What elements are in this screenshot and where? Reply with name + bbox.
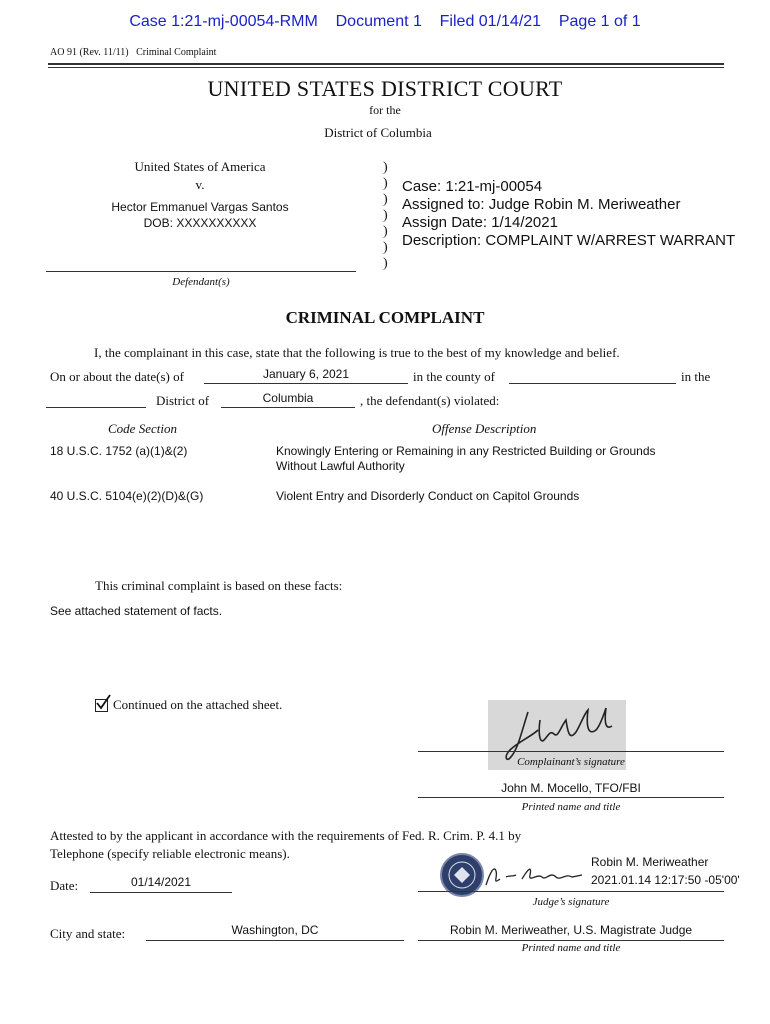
attestation-date-field[interactable]: 01/14/2021 — [90, 875, 232, 893]
district-prefix-field[interactable] — [46, 391, 146, 408]
paren: ) — [383, 208, 388, 223]
offense-code: 40 U.S.C. 5104(e)(2)(D)&(G) — [50, 489, 204, 503]
attestation-line2: Telephone (specify reliable electronic means). — [50, 846, 290, 861]
stamp-case: Case: 1:21-mj-00054 — [402, 178, 543, 195]
date-label: Date: — [50, 878, 79, 893]
code-header: Code Section — [108, 421, 177, 436]
complaint-intro: I, the complainant in this case, state that the following is true to the best of my knowledge and belief. — [94, 345, 620, 360]
paren: ) — [383, 240, 388, 255]
offense-description: Violent Entry and Disorderly Conduct on Capitol Grounds — [276, 489, 580, 503]
judge-printed-name: Robin M. Meriweather, U.S. Magistrate Judge — [449, 923, 693, 937]
judge-printed-label: Printed name and title — [521, 942, 621, 954]
county-field[interactable] — [509, 367, 676, 384]
judge-digital-timestamp: 2021.01.14 12:17:50 -05'00' — [591, 873, 740, 887]
paren: ) — [383, 256, 388, 271]
judge-name-line — [418, 940, 724, 941]
complainant-sig-label: Complainant’s signature — [517, 756, 625, 768]
stamp-assigned: Assigned to: Judge Robin M. Meriweather — [402, 196, 681, 213]
complainant-name-line — [418, 797, 724, 798]
complaint-heading: CRIMINAL COMPLAINT — [285, 308, 485, 327]
paren: ) — [383, 160, 388, 175]
page-header — [0, 13, 770, 31]
header-filed: Filed 01/14/21 — [439, 13, 542, 30]
offense-code: 18 U.S.C. 1752 (a)(1)&(2) — [50, 444, 188, 458]
defendant-name: Hector Emmanuel Vargas Santos — [111, 200, 289, 214]
date-prefix: On or about the date(s) of — [50, 369, 184, 384]
header-page: Page 1 of 1 — [558, 13, 641, 30]
continued-label: Continued on the attached sheet. — [113, 697, 283, 712]
date-field[interactable]: January 6, 2021 — [204, 367, 408, 384]
complainant-printed-name: John M. Mocello, TFO/FBI — [501, 781, 641, 795]
versus: v. — [195, 177, 205, 192]
defendant-dob: DOB: XXXXXXXXXX — [143, 216, 257, 230]
continued-checkbox[interactable] — [95, 699, 108, 712]
for-the: for the — [369, 103, 401, 117]
district-of: District of — [156, 393, 210, 408]
judge-digital-name: Robin M. Meriweather — [591, 855, 709, 869]
offense-header: Offense Description — [432, 421, 537, 436]
stamp-description: Description: COMPLAINT W/ARREST WARRANT — [402, 232, 736, 249]
paren: ) — [383, 176, 388, 191]
defendant-label: Defendant(s) — [172, 276, 230, 288]
signature-icon — [482, 855, 586, 895]
top-rule — [48, 63, 724, 65]
form-id: AO 91 (Rev. 11/11) Criminal Complaint — [50, 47, 217, 58]
court-title: UNITED STATES DISTRICT COURT — [207, 76, 563, 101]
defendant-line — [46, 271, 356, 272]
complainant-sig-line — [418, 751, 724, 752]
checkmark-icon — [95, 694, 111, 710]
facts-intro: This criminal complaint is based on these facts: — [95, 578, 343, 593]
header-document: Document 1 — [335, 13, 422, 30]
judge-sig-line — [418, 891, 724, 892]
plaintiff: United States of America — [134, 159, 266, 174]
stamp-assign-date: Assign Date: 1/14/2021 — [402, 214, 558, 231]
city-label: City and state: — [50, 926, 126, 941]
offense-description: Knowingly Entering or Remaining in any Restricted Building or Grounds Without Lawful Authority — [276, 444, 656, 473]
attestation-line1: Attested to by the applicant in accordance with the requirements of Fed. R. Crim. P. 4.1 by — [50, 828, 522, 843]
county-prefix: in the county of — [413, 369, 495, 384]
city-field[interactable]: Washington, DC — [146, 923, 404, 941]
header-case: Case 1:21-mj-00054-RMM — [129, 13, 318, 30]
facts-value: See attached statement of facts. — [50, 604, 223, 618]
judge-signature-image — [482, 855, 586, 895]
case-stamp — [402, 178, 735, 250]
judge-sig-label: Judge’s signature — [532, 896, 610, 908]
paren: ) — [383, 192, 388, 207]
paren: ) — [383, 224, 388, 239]
complainant-printed-label: Printed name and title — [521, 801, 621, 813]
top-rule-thin — [48, 67, 724, 68]
county-suffix: in the — [681, 369, 711, 384]
violated-text: , the defendant(s) violated: — [360, 393, 500, 408]
district-name: District of Columbia — [324, 125, 432, 140]
district-field[interactable]: Columbia — [221, 391, 355, 408]
seal-icon — [442, 855, 482, 895]
